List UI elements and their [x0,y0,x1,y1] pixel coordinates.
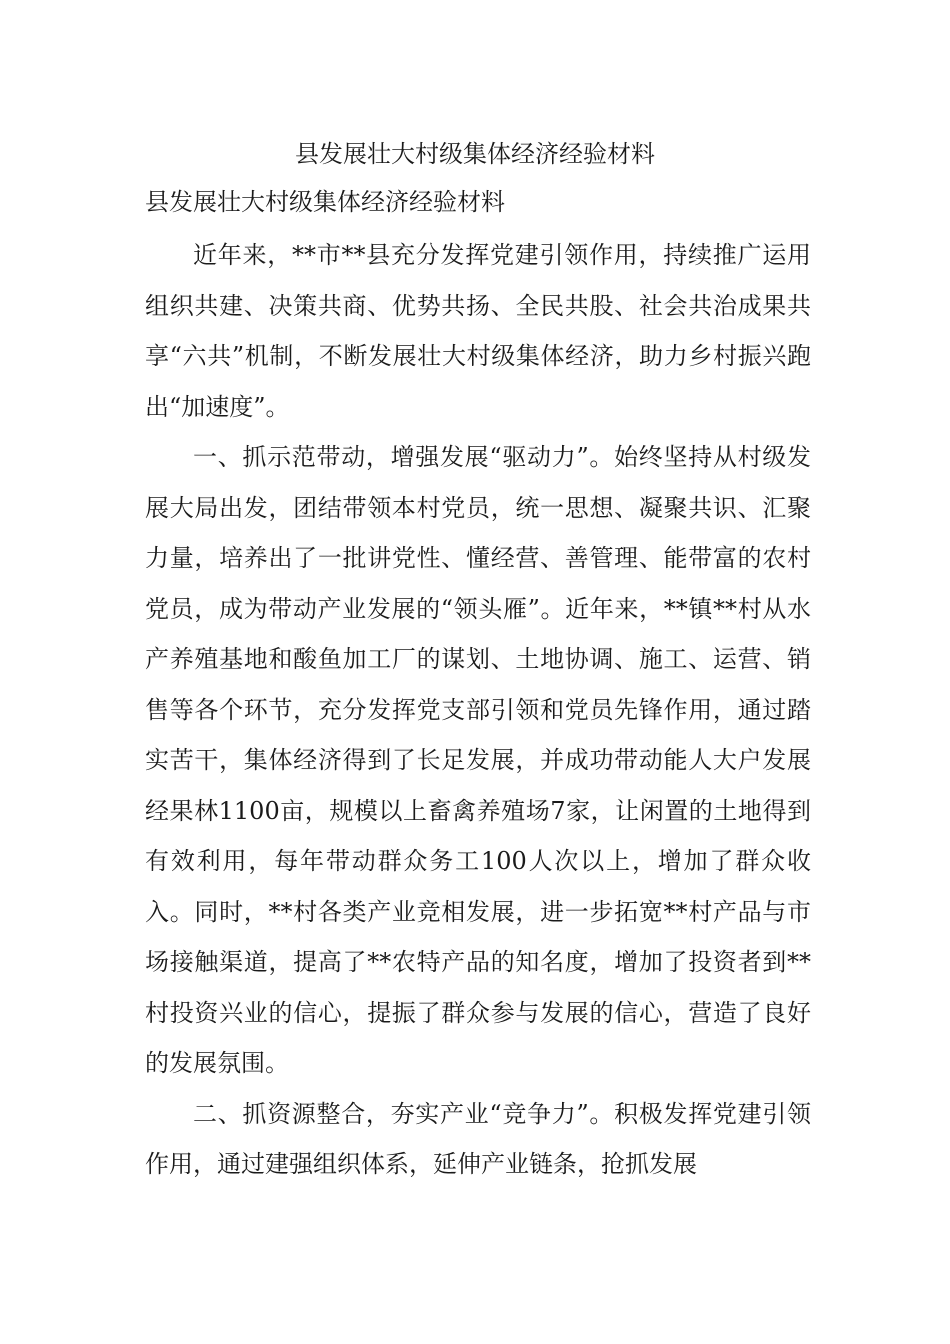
paragraph-section-1: 一、抓示范带动，增强发展“驱动力”。始终坚持从村级发展大局出发，团结带领本村党员，统一思想、凝聚共识、汇聚力量，培养出了一批讲党性、懂经营、善管理、能带富的农村党员，成为带动产业发展的“领头雁”。近年来，**镇**村从水产养殖基地和酸鱼加工厂的谋划、土地协调、施工、运营、销售等各个环节，充分发挥党支部引领和党员先锋作用，通过踏实苦干，集体经济得到了长足发展，并成功带动能人大户发展经果林1100亩，规模以上畜禽养殖场7家，让闲置的土地得到有效利用，每年带动群众务工100人次以上，增加了群众收入。同时，**村各类产业竞相发展，进一步拓宽**村产品与市场接触渠道，提高了**农特产品的知名度，增加了投资者到**村投资兴业的信心，提振了群众参与发展的信心，营造了良好的发展氛围。 [145,443,811,1077]
paragraph-intro: 近年来，**市**县充分发挥党建引领作用，持续推广运用组织共建、决策共商、优势共扬、全民共股、社会共治成果共享“六共”机制，不断发展壮大村级集体经济，助力乡村振兴跑出“加速度”。 [145,241,811,421]
paragraph-section-2: 二、抓资源整合，夯实产业“竞争力”。积极发挥党建引领作用，通过建强组织体系，延伸产业链条，抢抓发展 [145,1099,811,1178]
document-body [145,230,811,1190]
document-title: 县发展壮大村级集体经济经验材料 [295,140,655,168]
document-subtitle: 县发展壮大村级集体经济经验材料 [145,188,505,216]
